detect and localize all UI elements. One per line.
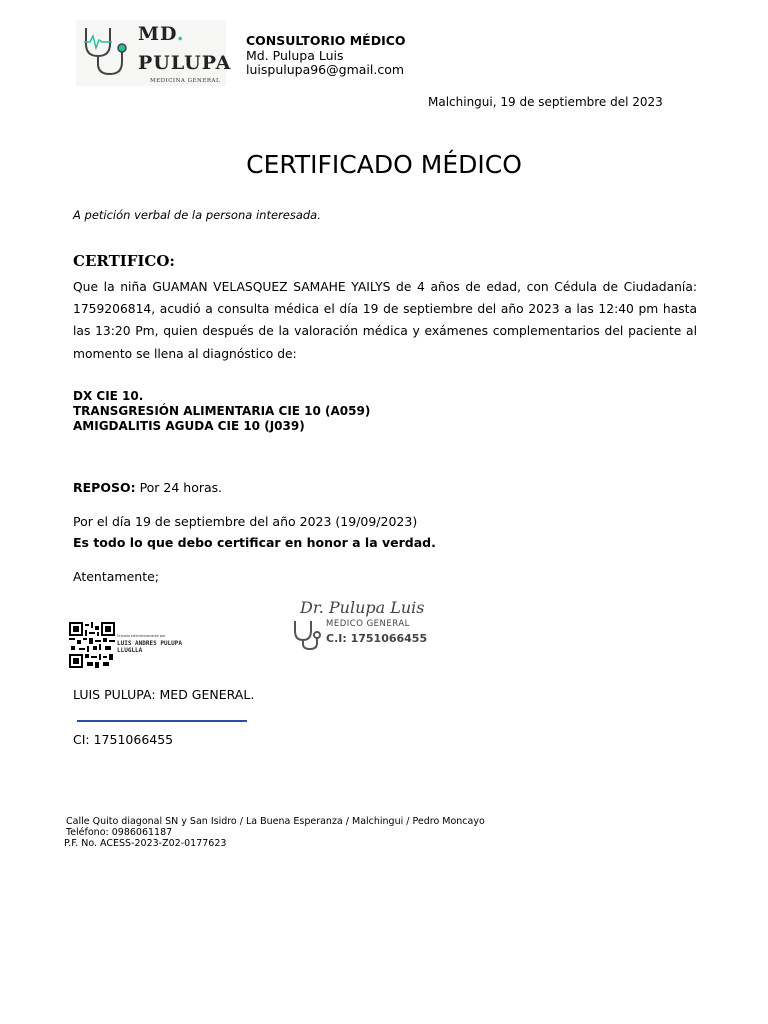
- doctor-name: Md. Pulupa Luis: [246, 48, 344, 63]
- stamp-specialty: MEDICO GENERAL: [326, 619, 410, 629]
- footer-address: Calle Quito diagonal SN y San Isidro / La Buena Esperanza / Malchingui / Pedro Moncayo: [66, 816, 485, 827]
- closing: Atentamente;: [73, 569, 159, 584]
- document-title: CERTIFICADO MÉDICO: [246, 150, 522, 179]
- diagnosis-block: [73, 389, 370, 434]
- stamp-ci: C.I: 1751066455: [326, 632, 428, 645]
- date-statement: Por el día 19 de septiembre del año 2023 (19/09/2023): [73, 514, 418, 529]
- footer-phone: Teléfono: 0986061187: [66, 827, 173, 838]
- diagnosis-line: DX CIE 10.: [73, 389, 144, 403]
- clinic-title: CONSULTORIO MÉDICO: [246, 33, 406, 48]
- stamp-stethoscope-icon: [290, 618, 324, 652]
- place-date: Malchingui, 19 de septiembre del 2023: [428, 95, 663, 109]
- esign-caption: Firmado electrónicamente por:: [117, 634, 167, 638]
- footer-permit: P.F. No. ACESS-2023-Z02-0177623: [64, 838, 227, 849]
- doctor-email: luispulupa96@gmail.com: [246, 62, 405, 77]
- diagnosis-line: TRANSGRESIÓN ALIMENTARIA CIE 10 (A059): [73, 404, 371, 418]
- logo-tagline: MEDICINA GENERAL: [150, 78, 221, 84]
- signer-ci: CI: 1751066455: [73, 732, 174, 747]
- signer-name: LUIS PULUPA: MED GENERAL.: [73, 687, 255, 702]
- esign-signer: [117, 640, 182, 654]
- rest-period: [73, 480, 222, 495]
- rest-value: Por 24 horas.: [135, 480, 223, 495]
- diagnosis-line: AMIGDALITIS AGUDA CIE 10 (J039): [73, 419, 305, 433]
- esign-name-line: LLUGLLA: [117, 647, 143, 654]
- certificate-body: Que la niña GUAMAN VELASQUEZ SAMAHE YAILYS de 4 años de edad, con Cédula de Ciudadanía: 1759206814, acudió a consulta médica el día 19 de septiembre del año 2023 a las 12:40 pm hasta las 13:20 Pm, quien después de la valoración médica y exámenes complementarios del paciente al momento se llena al diagnóstico de:: [73, 280, 697, 361]
- honor-statement: Es todo lo que debo certificar en honor a la verdad.: [73, 535, 436, 550]
- petition-note: A petición verbal de la persona interesada.: [73, 208, 321, 222]
- certifico-heading: CERTIFICO:: [73, 252, 175, 270]
- signature-line: [77, 720, 247, 722]
- logo-line-2: PULUPA: [138, 52, 232, 74]
- esign-name-line: LUIS ANDRES PULUPA: [117, 640, 183, 647]
- stethoscope-icon: [78, 22, 138, 82]
- rest-label: REPOSO:: [73, 480, 136, 495]
- stamp-doctor-name: Dr. Pulupa Luis: [300, 598, 425, 617]
- clinic-logo: [76, 20, 232, 86]
- qr-code-icon: [69, 622, 115, 668]
- logo-line-1: MD.: [138, 23, 185, 45]
